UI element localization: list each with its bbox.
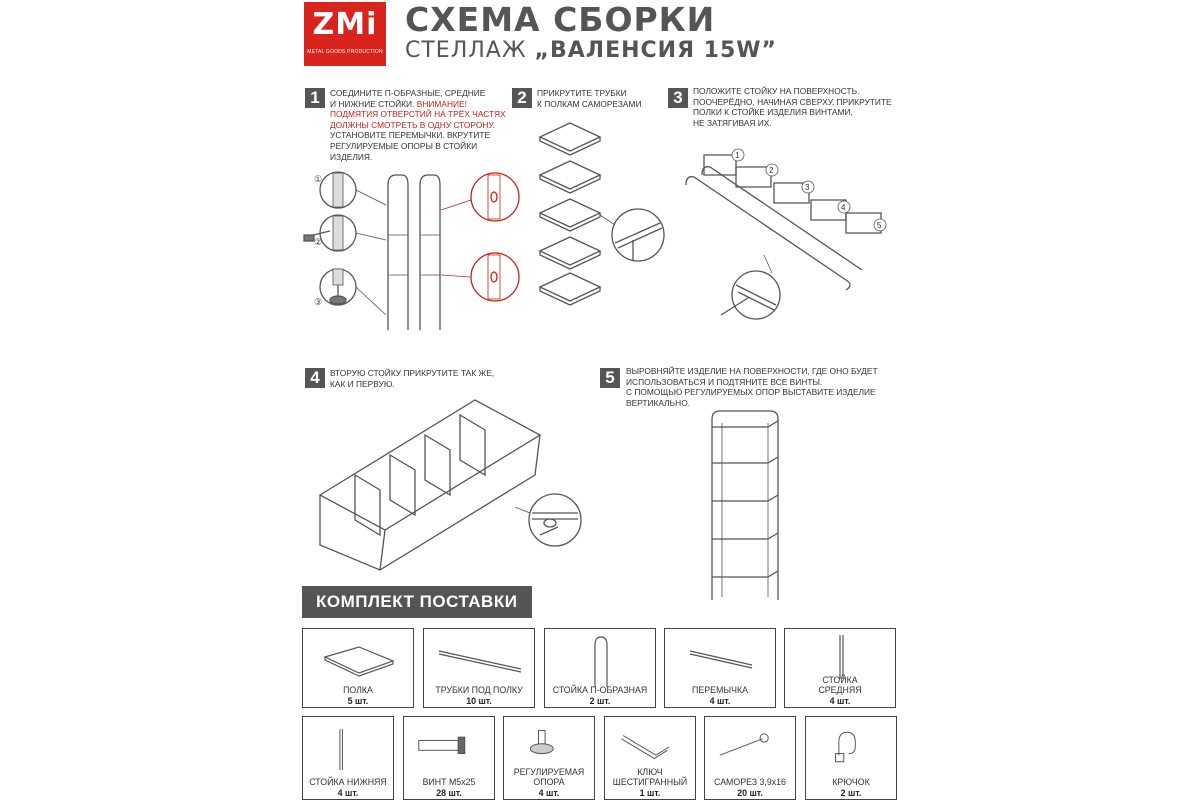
crossbar-icon (665, 629, 777, 689)
page-title: СХЕМА СБОРКИ (405, 0, 716, 39)
kit-item-label: СТОЙКА НИЖНЯЯ (309, 777, 387, 787)
kit-item-qty: 4 шт. (829, 696, 851, 706)
step-1-line: РЕГУЛИРУЕМЫЕ ОПОРЫ В СТОЙКИ (330, 140, 478, 151)
callout-4: 4 (841, 203, 846, 212)
step-5-number: 5 (600, 368, 620, 388)
step-3-line: ПОЛОЖИТЕ СТОЙКУ НА ПОВЕРХНОСТЬ. (693, 86, 860, 96)
logo-mark: ZMi (312, 7, 378, 42)
step-4-illustration (300, 395, 590, 575)
u-post-icon (545, 629, 657, 689)
kit-item-qty: 5 шт. (347, 696, 369, 706)
kit-item-label: САМОРЕЗ 3,9х16 (714, 777, 786, 787)
step-1-line: ИЗДЕЛИЯ. (330, 151, 373, 162)
step-2-number: 2 (512, 88, 532, 108)
step-1-warning-label: ВНИМАНИЕ! (416, 98, 467, 109)
callout-3: 3 (805, 183, 810, 192)
callout-5: 5 (877, 221, 882, 230)
step-1-text (330, 88, 520, 162)
kit-item-middle-post (784, 628, 896, 708)
step-5-line: ВЫРОВНЯЙТЕ ИЗДЕЛИЕ НА ПОВЕРХНОСТИ, ГДЕ ОНО БУДЕТ (626, 366, 878, 376)
kit-header: КОМПЛЕКТ ПОСТАВКИ (302, 586, 532, 618)
step-1-line: СОЕДИНИТЕ П-ОБРАЗНЫЕ, СРЕДНИЕ (330, 88, 486, 98)
page-subtitle (405, 38, 777, 63)
callout-2: 2 (769, 166, 774, 175)
tube-icon (424, 629, 536, 689)
step-2-text (537, 88, 677, 109)
product-type: СТЕЛЛАЖ (405, 38, 527, 63)
step-1-warning-line: ДОЛЖНЫ СМОТРЕТЬ В ОДНУ СТОРОНУ. (330, 119, 495, 130)
kit-item-u-post (544, 628, 656, 708)
step-2-line: К ПОЛКАМ САМОРЕЗАМИ (537, 98, 642, 109)
step-1-warning-line: ПОДМЯТИЯ ОТВЕРСТИЙ НА ТРЁХ ЧАСТЯХ (330, 109, 506, 120)
step-2-line: ПРИКРУТИТЕ ТРУБКИ (537, 88, 627, 98)
kit-item-tube (423, 628, 535, 708)
kit-item-qty: 4 шт. (337, 788, 359, 798)
lower-post-icon (303, 717, 395, 777)
kit-item-qty: 28 шт. (436, 788, 462, 798)
kit-item-bolt (403, 716, 495, 800)
step-4-number: 4 (305, 368, 325, 388)
kit-item-shelf-panel (302, 628, 414, 708)
step-1-number: 1 (305, 88, 325, 108)
kit-item-adjustable-foot (503, 716, 595, 800)
kit-item-qty: 2 шт. (589, 696, 611, 706)
kit-item-qty: 1 шт. (639, 788, 661, 798)
step-3-number: 3 (668, 88, 688, 108)
kit-item-label: КЛЮЧ ШЕСТИГРАННЫЙ (612, 767, 688, 787)
step-5-illustration (700, 405, 790, 605)
step-1-illustration (300, 165, 525, 345)
callout-1: ① (314, 174, 323, 184)
step-1-line-text: И НИЖНИЕ СТОЙКИ. (330, 98, 415, 109)
step-4-line: ВТОРУЮ СТОЙКУ ПРИКРУТИТЕ ТАК ЖЕ, (330, 368, 495, 378)
shelf-panel-icon (303, 629, 415, 689)
kit-item-label: ПОЛКА (343, 685, 373, 695)
step-4-text (330, 368, 530, 389)
kit-item-qty: 2 шт. (840, 788, 862, 798)
step-2-illustration (530, 115, 670, 310)
kit-item-label: ТРУБКИ ПОД ПОЛКУ (435, 685, 523, 695)
shelf-stack (540, 123, 600, 305)
kit-item-label: СТОЙКА П-ОБРАЗНАЯ (552, 685, 648, 695)
brand-logo (304, 2, 386, 66)
step-5-line: ВЕРТИКАЛЬНО. (626, 397, 691, 408)
step-1-line (330, 99, 520, 110)
step-5-line: С ПОМОЩЬЮ РЕГУЛИРУЕМЫХ ОПОР ВЫСТАВИТЕ ИЗДЕЛИЕ (626, 387, 876, 398)
kit-item-qty: 10 шт. (466, 696, 492, 706)
kit-item-label: СТОЙКА СРЕДНЯЯ (818, 675, 862, 695)
callout-1: 1 (735, 151, 740, 160)
step-3-line: ПОЛКИ К СТОЙКЕ ИЗДЕЛИЯ ВИНТАМИ, (693, 107, 853, 118)
product-model: „ВАЛЕНСИЯ 15W” (534, 38, 778, 63)
callout-3: ③ (314, 297, 323, 307)
step-5-text (626, 366, 896, 408)
kit-item-label: ВИНТ М5х25 (422, 777, 476, 787)
kit-item-screw (704, 716, 796, 800)
step-3-text (693, 86, 923, 128)
kit-item-hook (805, 716, 897, 800)
step-5-line: ИСПОЛЬЗОВАТЬСЯ И ПОДТЯНИТЕ ВСЕ ВИНТЫ. (626, 376, 823, 387)
hook-icon (806, 717, 898, 777)
step-4-line: КАК И ПЕРВУЮ. (330, 378, 395, 389)
step-3-illustration (676, 145, 901, 325)
kit-item-label: РЕГУЛИРУЕМАЯ ОПОРА (513, 767, 585, 787)
kit-item-qty: 20 шт. (737, 788, 763, 798)
callout-2: ② (314, 237, 323, 247)
step-3-line: НЕ ЗАТЯГИВАЯ ИХ. (693, 117, 772, 128)
bolt-icon (404, 717, 496, 777)
kit-item-hex-key (604, 716, 696, 800)
kit-item-lower-post (302, 716, 394, 800)
step-1-line: УСТАНОВИТЕ ПЕРЕМЫЧКИ. ВКРУТИТЕ (330, 130, 491, 141)
kit-item-qty: 4 шт. (709, 696, 731, 706)
logo-subtitle: METAL GOODS PRODUCTION (307, 49, 383, 55)
step-3-line: ПООЧЕРЁДНО, НАЧИНАЯ СВЕРХУ, ПРИКРУТИТЕ (693, 96, 892, 107)
kit-item-label: ПЕРЕМЫЧКА (692, 685, 748, 695)
kit-item-crossbar (664, 628, 776, 708)
kit-item-qty: 4 шт. (538, 788, 560, 798)
kit-item-label: КРЮЧОК (832, 777, 870, 787)
screw-icon (705, 717, 797, 777)
